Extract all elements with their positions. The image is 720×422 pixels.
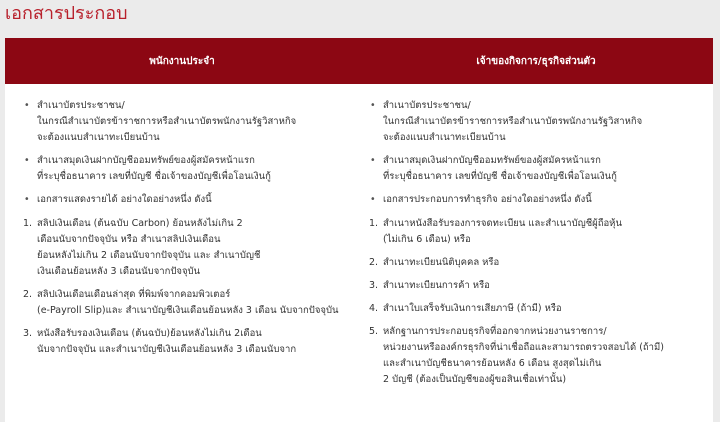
column-header-employee: พนักงานประจำ <box>149 55 215 67</box>
numbered-item <box>23 216 349 280</box>
item-number: 2. <box>23 289 33 300</box>
table-header <box>5 38 713 84</box>
bullet-text: ที่ระบุชื่อธนาคาร เลขที่บัญชี ชื่อเจ้าของบัญชีเพื่อโอนเงินกู้ <box>37 171 271 182</box>
item-text: หน่วยงานหรือองค์กรธุรกิจที่น่าเชื่อถือและสามารถตรวจสอบได้ (ถ้ามี) <box>383 342 664 353</box>
item-number: 3. <box>23 328 33 339</box>
numbered-item <box>23 287 349 319</box>
numbered-item <box>369 278 703 294</box>
employee-column <box>5 84 359 395</box>
item-text: 2 บัญชี (ต้องเป็นบัญชีของผู้ขอสินเชื่อเท่านั้น) <box>383 374 567 385</box>
item-number: 1. <box>369 218 379 229</box>
bullet-item <box>37 153 349 185</box>
numbered-item <box>369 324 703 388</box>
item-text: สลิปเงินเดือน (ต้นฉบับ Carbon) ย้อนหลังไม่เกิน 2 <box>37 218 243 229</box>
bullet-text: • สำเนาสมุดเงินฝากบัญชีออมทรัพย์ของผู้สมัครหน้าแรก <box>37 155 255 166</box>
item-number: 2. <box>369 257 379 268</box>
item-number: 3. <box>369 280 379 291</box>
bullet-item <box>383 153 703 185</box>
item-text: สำเนาทะเบียนนิติบุคคล หรือ <box>383 257 500 268</box>
bullet-text: • สำเนาสมุดเงินฝากบัญชีออมทรัพย์ของผู้สมัครหน้าแรก <box>383 155 601 166</box>
bullet-text: • สำเนาบัตรประชาชน/ <box>383 100 471 111</box>
item-number: 4. <box>369 303 379 314</box>
item-number: 1. <box>23 218 33 229</box>
item-text: สลิปเงินเดือนเดือนล่าสุด ที่พิมพ์จากคอมพิวเตอร์ <box>37 289 231 300</box>
bullet-text: ที่ระบุชื่อธนาคาร เลขที่บัญชี ชื่อเจ้าของบัญชีเพื่อโอนเงินกู้ <box>383 171 617 182</box>
item-text: (ไม่เกิน 6 เดือน) หรือ <box>383 234 471 245</box>
page-title: เอกสารประกอบ <box>5 3 128 24</box>
item-text: สำเนาหนังสือรับรองการจดทะเบียน และสำเนาบัญชีผู้ถือหุ้น <box>383 218 622 229</box>
numbered-list <box>369 216 703 388</box>
bullet-item <box>37 98 349 146</box>
item-number: 5. <box>369 326 379 337</box>
bullet-item <box>383 98 703 146</box>
item-text: (e-Payroll Slip)และ สำเนาบัญชีเงินเดือนย้อนหลัง 3 เดือน นับจากปัจจุบัน <box>37 305 339 316</box>
bullet-text: จะต้องแนบสำเนาทะเบียนบ้าน <box>383 132 506 143</box>
item-text: หนังสือรับรองเงินเดือน (ต้นฉบับ)ย้อนหลังไม่เกิน 2เดือน <box>37 328 262 339</box>
bullet-text: ในกรณีสำเนาบัตรข้าราชการหรือสำเนาบัตรพนักงานรัฐวิสาหกิจ <box>37 116 297 127</box>
column-header-business-owner: เจ้าของกิจการ/ธุรกิจส่วนตัว <box>476 55 596 67</box>
item-text: และสำเนาบัญชีธนาคารย้อนหลัง 6 เดือน สูงสุดไม่เกิน <box>383 358 602 369</box>
numbered-list <box>23 216 349 358</box>
bullet-text: • สำเนาบัตรประชาชน/ <box>37 100 125 111</box>
item-text: ย้อนหลังไม่เกิน 2 เดือนนับจากปัจจุบัน และ สำเนาบัญชี <box>37 250 261 261</box>
documents-table <box>5 38 713 422</box>
item-text: สำเนาใบเสร็จรับเงินการเสียภาษี (ถ้ามี) หรือ <box>383 303 562 314</box>
bullet-text: ในกรณีสำเนาบัตรข้าราชการหรือสำเนาบัตรพนักงานรัฐวิสาหกิจ <box>383 116 643 127</box>
table-body <box>5 84 713 395</box>
bullet-item <box>383 192 703 208</box>
bullet-item <box>37 192 349 208</box>
item-text: นับจากปัจจุบัน และสำเนาบัญชีเงินเดือนย้อนหลัง 3 เดือนนับจาก <box>37 344 297 355</box>
bullet-text: จะต้องแนบสำเนาทะเบียนบ้าน <box>37 132 160 143</box>
bullet-list <box>369 98 703 208</box>
numbered-item <box>369 216 703 248</box>
item-text: เงินเดือนย้อนหลัง 3 เดือนนับจากปัจจุบัน <box>37 266 201 277</box>
item-text: สำเนาทะเบียนการค้า หรือ <box>383 280 490 291</box>
item-text: หลักฐานการประกอบธุรกิจที่ออกจากหน่วยงานราชการ/ <box>383 326 607 337</box>
business-owner-column <box>359 84 713 395</box>
item-text: เดือนนับจากปัจจุบัน หรือ สำเนาสลิปเงินเดือน <box>37 234 221 245</box>
bullet-text: • เอกสารแสดงรายได้ อย่างใดอย่างหนึ่ง ดังนี้ <box>37 194 212 205</box>
bullet-list <box>23 98 349 208</box>
numbered-item <box>369 301 703 317</box>
numbered-item <box>369 255 703 271</box>
bullet-text: • เอกสารประกอบการทำธุรกิจ อย่างใดอย่างหนึ่ง ดังนี้ <box>383 194 592 205</box>
numbered-item <box>23 326 349 358</box>
